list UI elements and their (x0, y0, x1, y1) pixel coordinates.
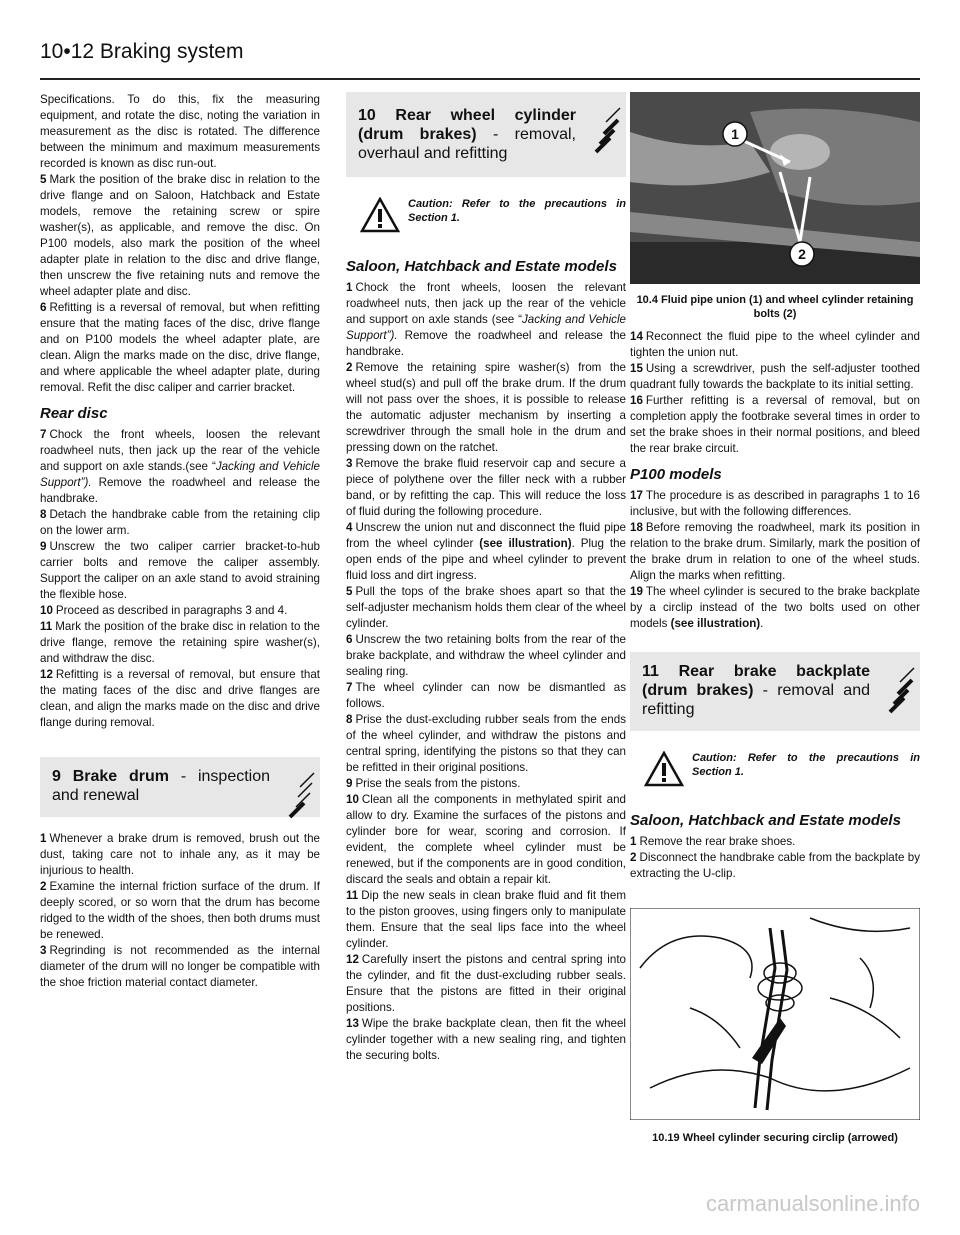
difficulty-spanner-icon (886, 658, 916, 718)
page-title: Braking system (99, 40, 244, 63)
paragraph-10: 10 Clean all the components in methylated spirit and allow to dry. Examine the surfaces of the pistons and cylinder bore for wear, scoring and corrosion. If evident, the complete wheel cylinder must be renewed, but if the components are in good condition, discard the seals and obtain a repair kit. (346, 793, 626, 886)
paragraph-9: 9 Prise the seals from the pistons. (346, 777, 521, 790)
paragraph-2: 2 Disconnect the handbrake cable from the backplate by extracting the U-clip. (630, 851, 920, 880)
paragraph-9: 9 Unscrew the two caliper carrier bracket-to-hub carrier bolts and remove the caliper assembly. Support the caliper on an axle stand to avoid straining the flexible hose. (40, 540, 320, 601)
subheading-saloon: Saloon, Hatchback and Estate models (346, 258, 617, 275)
difficulty-spanner-icon (592, 98, 622, 158)
paragraph-15: 15 Using a screwdriver, push the self-adjuster toothed quadrant fully towards the backplate to its initial setting. (630, 362, 920, 391)
paragraph: Specifications. To do this, fix the measuring equipment, and rotate the disc, noting the variation in measurement as the disc is rotated. The difference between the minimum and maximum measurements recorded is known as disc run-out. (40, 93, 320, 170)
paragraph-7: 7 Chock the front wheels, loosen the relevant roadwheel nuts, then jack up the rear of the vehicle and support on axle stands.(see “Jacking and Vehicle Support”). Remove the roadwheel and release the handbrake. (40, 428, 320, 505)
section-9-header: 9 Brake drum - inspection and renewal (40, 757, 320, 817)
paragraph-1: 1 Chock the front wheels, loosen the relevant roadwheel nuts, then jack up the rear of the vehicle and support on axle stands (see “Jacking and Vehicle Support”). Remove the roadwheel and release the handbrake. (346, 281, 626, 358)
paragraph-4: 4 Unscrew the union nut and disconnect the fluid pipe from the wheel cylinder (see illustration). Plug the open ends of the pipe and wheel cylinder to prevent fluid loss and dirt ingress. (346, 521, 626, 582)
wheel-cylinder-photo (630, 92, 920, 284)
paragraph-18: 18 Before removing the roadwheel, mark its position in relation to the brake drum. Similarly, mark the position of the brake drum in relation to one of the wheel studs. Align the marks when refitting. (630, 521, 920, 582)
column-2 (346, 92, 626, 1064)
paragraph-8: 8 Detach the handbrake cable from the retaining clip on the lower arm. (40, 508, 320, 537)
paragraph-12: 12 Carefully insert the pistons and central spring into the cylinder, and fit the dust-excluding rubber seals. Ensure that the pistons are fitted in their original positions. (346, 953, 626, 1014)
page-header (40, 40, 243, 64)
callout-1: 1 (731, 126, 739, 142)
paragraph-11: 11 Dip the new seals in clean brake fluid and fit them to the piston grooves, using fingers only to manipulate them. Ensure that the seal lips face into the wheel cylinder. (346, 889, 626, 950)
callout-2: 2 (798, 246, 806, 262)
column-3 (630, 92, 920, 1145)
paragraph-12: 12 Refitting is a reversal of removal, but ensure that the mating faces of the disc and drive flanges are clean, and align the marks made on the disc and drive flange during removal. (40, 668, 320, 729)
paragraph-17: 17 The procedure is as described in paragraphs 1 to 16 inclusive, but with the following differences. (630, 489, 920, 518)
section-10-header: 10 Rear wheel cylinder (drum brakes) - removal, overhaul and refitting (346, 92, 626, 177)
warning-triangle-icon (360, 197, 400, 233)
caution-note: Caution: Refer to the precautions in Section 1. (630, 751, 920, 793)
figure-10-4-caption: 10.4 Fluid pipe union (1) and wheel cylinder retaining bolts (2) (636, 294, 914, 320)
paragraph-8: 8 Prise the dust-excluding rubber seals from the ends of the wheel cylinder, and withdraw the pistons and central spring, identifying the pistons so that they can be refitted in their original positions. (346, 713, 626, 774)
subheading-p100: P100 models (630, 466, 722, 483)
paragraph-6: 6 Refitting is a reversal of removal, but when refitting ensure that the mating faces of the disc, drive flange and on P100 models the wheel adapter plate, are clean. Align the marks made on the disc, drive flange, and where applicable the wheel adapter plate, during removal. Refit the disc caliper and carrier bracket. (40, 301, 320, 394)
paragraph-7: 7 The wheel cylinder can now be dismantled as follows. (346, 681, 626, 710)
section-9-paragraph-1: 1 Whenever a brake drum is removed, brush out the dust, taking care not to inhale any, as it may be injurious to health. (40, 832, 320, 877)
paragraph-10: 10 Proceed as described in paragraphs 3 and 4. (40, 604, 288, 617)
header-rule (40, 78, 920, 80)
section-11-header: 11 Rear brake backplate (drum brakes) - removal and refitting (630, 652, 920, 731)
section-9-paragraph-2: 2 Examine the internal friction surface of the drum. If deeply scored, or so worn that the drum has become ridged to the width of the shoes, then both drums must be renewed. (40, 880, 320, 941)
caution-note: Caution: Refer to the precautions in Section 1. (346, 197, 626, 239)
column-1 (40, 92, 320, 991)
paragraph-13: 13 Wipe the brake backplate clean, then fit the wheel cylinder together with a new sealing ring, and tighten the securing bolts. (346, 1017, 626, 1062)
paragraph-16: 16 Further refitting is a reversal of removal, but on completion apply the footbrake several times in order to set the brake shoes in their normal positions, and bleed the rear brake circuit. (630, 394, 920, 455)
paragraph-3: 3 Remove the brake fluid reservoir cap and secure a piece of polythene over the filler neck with a rubber band, or by refitting the cap. This will reduce the loss of fluid during the following procedure. (346, 457, 626, 518)
watermark: carmanualsonline.info (705, 1191, 920, 1216)
paragraph-11: 11 Mark the position of the brake disc in relation to the drive flange, remove the retaining spire washer(s), and withdraw the disc. (40, 620, 320, 665)
paragraph-2: 2 Remove the retaining spire washer(s) from the wheel stud(s) and pull off the brake drum. If the drum will not pass over the shoes, it is possible to release the automatic adjuster mechanism by inserting a screwdriver through the small hole in the drum and pressing down on the ratchet. (346, 361, 626, 454)
figure-10-19-caption: 10.19 Wheel cylinder securing circlip (arrowed) (652, 1132, 898, 1144)
paragraph-19: 19 The wheel cylinder is secured to the brake backplate by a circlip instead of the two bolts used on other models (see illustration). (630, 585, 920, 630)
circlip-drawing (630, 908, 920, 1120)
subheading-saloon: Saloon, Hatchback and Estate models (630, 812, 901, 829)
paragraph-5: 5 Pull the tops of the brake shoes apart so that the self-adjuster mechanism holds them clear of the wheel cylinder. (346, 585, 626, 630)
paragraph-1: 1 Remove the rear brake shoes. (630, 835, 796, 848)
section-9-paragraph-3: 3 Regrinding is not recommended as the internal diameter of the drum will no longer be compatible with the shoe friction material contact diameter. (40, 944, 320, 989)
paragraph-6: 6 Unscrew the two retaining bolts from the rear of the brake backplate, and withdraw the wheel cylinder and sealing ring. (346, 633, 626, 678)
figure-10-19 (630, 908, 920, 1145)
paragraph-14: 14 Reconnect the fluid pipe to the wheel cylinder and tighten the union nut. (630, 330, 920, 359)
subheading-rear-disc: Rear disc (40, 405, 108, 422)
warning-triangle-icon (644, 751, 684, 787)
paragraph-5: 5 Mark the position of the brake disc in relation to the drive flange and on Saloon, Hatchback and Estate models, remove the retaining screw or spire washer(s), as applicable, and remove the disc. On P100 models, also mark the position of the wheel adapter plate in relation to the disc and drive flange, then unscrew the five retaining nuts and remove the wheel adapter plate and disc. (40, 173, 320, 298)
figure-10-4 (630, 92, 920, 321)
difficulty-spanner-icon (286, 763, 316, 823)
page-number: 10•12 (40, 40, 95, 63)
